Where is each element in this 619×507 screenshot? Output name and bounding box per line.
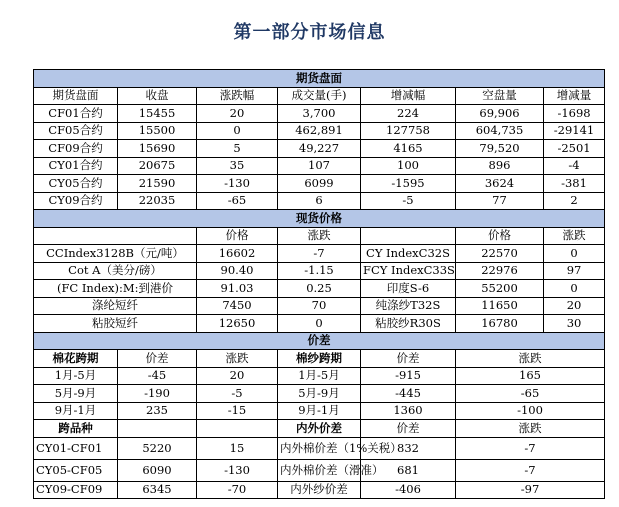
column-header: 增减量 [544, 87, 605, 105]
table-cell: 12650 [197, 315, 278, 333]
table-cell: -97 [456, 481, 605, 499]
blank-cell [34, 227, 197, 245]
table-cell: 1月-5月 [278, 367, 361, 385]
spot-header-row [34, 227, 605, 245]
spread-band-row [34, 332, 605, 350]
spread-row [34, 367, 605, 385]
column-header: 涨跌 [456, 420, 605, 438]
table-cell: 90.40 [197, 262, 278, 280]
table-cell: 5月-9月 [34, 385, 118, 403]
spot-row [34, 297, 605, 315]
table-cell: 15455 [118, 105, 197, 123]
column-header: 价差 [118, 350, 197, 368]
table-cell: -130 [197, 175, 278, 193]
spread-header-row [34, 350, 605, 368]
futures-row [34, 157, 605, 175]
table-cell: 77 [456, 192, 544, 210]
section-band: 价差 [34, 332, 605, 350]
table-cell: CY05合约 [34, 175, 118, 193]
table-cell: 70 [278, 297, 361, 315]
spot-item-label: CCIndex3128B（元/吨） [34, 245, 197, 263]
table-cell: 107 [278, 157, 361, 175]
futures-row [34, 175, 605, 193]
table-cell: -65 [197, 192, 278, 210]
section-band: 现货价格 [34, 210, 605, 228]
column-header: 涨跌幅 [197, 87, 278, 105]
futures-row [34, 122, 605, 140]
column-header: 价差 [361, 350, 456, 368]
table-cell: 22570 [456, 245, 544, 263]
table-cell: 0 [544, 245, 605, 263]
table-cell: 604,735 [456, 122, 544, 140]
futures-row [34, 140, 605, 158]
table-cell: 22035 [118, 192, 197, 210]
table-cell: -7 [456, 459, 605, 481]
table-cell: 3,700 [278, 105, 361, 123]
futures-row [34, 192, 605, 210]
table-cell: -100 [456, 402, 605, 420]
table-cell: 832 [361, 437, 456, 459]
table-cell: 49,227 [278, 140, 361, 158]
table-cell: 69,906 [456, 105, 544, 123]
table-cell: -5 [361, 192, 456, 210]
market-info-table [33, 69, 605, 499]
spot-item-label: 粘胶短纤 [34, 315, 197, 333]
column-header: 涨跌 [456, 350, 605, 368]
spot-row [34, 280, 605, 298]
column-header: 涨跌 [544, 227, 605, 245]
table-cell: 0.25 [278, 280, 361, 298]
column-header: 价格 [456, 227, 544, 245]
futures-row [34, 105, 605, 123]
spot-item-label: 涤纶短纤 [34, 297, 197, 315]
spot-item-label: 纯涤纱T32S [361, 297, 456, 315]
column-header: 内外价差 [278, 420, 361, 438]
table-cell: 内外纱价差 [278, 481, 361, 499]
spot-row [34, 262, 605, 280]
column-header: 价格 [197, 227, 278, 245]
spot-row [34, 245, 605, 263]
table-cell: -45 [118, 367, 197, 385]
table-cell: 16780 [456, 315, 544, 333]
futures-band-row [34, 70, 605, 88]
blank-cell [197, 420, 278, 438]
table-cell: 6 [278, 192, 361, 210]
column-header: 成交量(手) [278, 87, 361, 105]
table-cell: -190 [118, 385, 197, 403]
column-header: 涨跌 [197, 350, 278, 368]
spread-row [34, 402, 605, 420]
spread-row [34, 385, 605, 403]
table-cell: -381 [544, 175, 605, 193]
table-cell: -7 [456, 437, 605, 459]
table-cell: 16602 [197, 245, 278, 263]
table-cell: 3624 [456, 175, 544, 193]
table-cell: 2 [544, 192, 605, 210]
table-cell: 20 [544, 297, 605, 315]
cross-row [34, 459, 605, 481]
table-cell: 55200 [456, 280, 544, 298]
table-cell: -406 [361, 481, 456, 499]
column-header: 收盘 [118, 87, 197, 105]
blank-cell [118, 420, 197, 438]
table-cell: CY01合约 [34, 157, 118, 175]
spot-item-label: FCY IndexC33S [361, 262, 456, 280]
table-cell: 5月-9月 [278, 385, 361, 403]
table-cell: 35 [197, 157, 278, 175]
table-cell: 22976 [456, 262, 544, 280]
table-cell: 11650 [456, 297, 544, 315]
table-cell: 165 [456, 367, 605, 385]
column-header: 增减幅 [361, 87, 456, 105]
table-cell: 224 [361, 105, 456, 123]
column-header: 跨品种 [34, 420, 118, 438]
table-cell: 0 [544, 280, 605, 298]
column-header: 价差 [361, 420, 456, 438]
table-cell: 9月-1月 [278, 402, 361, 420]
cross-header-row [34, 420, 605, 438]
table-cell: 896 [456, 157, 544, 175]
table-cell: 1360 [361, 402, 456, 420]
table-cell: 6345 [118, 481, 197, 499]
table-cell: -29141 [544, 122, 605, 140]
table-cell: 4165 [361, 140, 456, 158]
column-header: 棉纱跨期 [278, 350, 361, 368]
table-cell: -70 [197, 481, 278, 499]
table-cell: CF01合约 [34, 105, 118, 123]
table-cell: 20675 [118, 157, 197, 175]
page-title: 第一部分市场信息 [233, 22, 386, 43]
table-cell: CY09-CF09 [34, 481, 118, 499]
spot-item-label: 粘胶纱R30S [361, 315, 456, 333]
cross-row [34, 481, 605, 499]
table-cell: 20 [197, 105, 278, 123]
table-cell: 97 [544, 262, 605, 280]
table-cell: 7450 [197, 297, 278, 315]
table-cell: 15690 [118, 140, 197, 158]
table-cell: 0 [278, 315, 361, 333]
spot-item-label: (FC Index):M:到港价 [34, 280, 197, 298]
spot-band-row [34, 210, 605, 228]
table-cell: -445 [361, 385, 456, 403]
table-cell: 15 [197, 437, 278, 459]
table-cell: -130 [197, 459, 278, 481]
table-cell: 内外棉价差（1%关税） [278, 437, 361, 459]
blank-cell [361, 227, 456, 245]
table-cell: CF09合约 [34, 140, 118, 158]
spot-item-label: 印度S-6 [361, 280, 456, 298]
table-cell: 100 [361, 157, 456, 175]
table-cell: -1595 [361, 175, 456, 193]
table-cell: -915 [361, 367, 456, 385]
table-cell: 91.03 [197, 280, 278, 298]
table-cell: CY09合约 [34, 192, 118, 210]
table-cell: -7 [278, 245, 361, 263]
table-cell: 6090 [118, 459, 197, 481]
table-cell: 235 [118, 402, 197, 420]
table-cell: 5 [197, 140, 278, 158]
table-cell: 20 [197, 367, 278, 385]
table-cell: 21590 [118, 175, 197, 193]
table-cell: 127758 [361, 122, 456, 140]
table-cell: 681 [361, 459, 456, 481]
cross-row [34, 437, 605, 459]
table-cell: -1698 [544, 105, 605, 123]
column-header: 棉花跨期 [34, 350, 118, 368]
spot-item-label: Cot A（美分/磅） [34, 262, 197, 280]
table-cell: 6099 [278, 175, 361, 193]
table-cell: 5220 [118, 437, 197, 459]
column-header: 期货盘面 [34, 87, 118, 105]
table-cell: 1月-5月 [34, 367, 118, 385]
section-band: 期货盘面 [34, 70, 605, 88]
table-cell: -65 [456, 385, 605, 403]
table-cell: -1.15 [278, 262, 361, 280]
table-cell: -15 [197, 402, 278, 420]
table-cell: -2501 [544, 140, 605, 158]
table-cell: 0 [197, 122, 278, 140]
table-cell: 79,520 [456, 140, 544, 158]
table-cell: -5 [197, 385, 278, 403]
column-header: 涨跌 [278, 227, 361, 245]
table-cell: 462,891 [278, 122, 361, 140]
table-cell: 15500 [118, 122, 197, 140]
table-cell: 内外棉价差（滑准） [278, 459, 361, 481]
table-cell: -4 [544, 157, 605, 175]
table-cell: 30 [544, 315, 605, 333]
spot-row [34, 315, 605, 333]
table-cell: CF05合约 [34, 122, 118, 140]
futures-header-row [34, 87, 605, 105]
table-cell: 9月-1月 [34, 402, 118, 420]
table-cell: CY05-CF05 [34, 459, 118, 481]
table-cell: CY01-CF01 [34, 437, 118, 459]
spot-item-label: CY IndexC32S [361, 245, 456, 263]
column-header: 空盘量 [456, 87, 544, 105]
